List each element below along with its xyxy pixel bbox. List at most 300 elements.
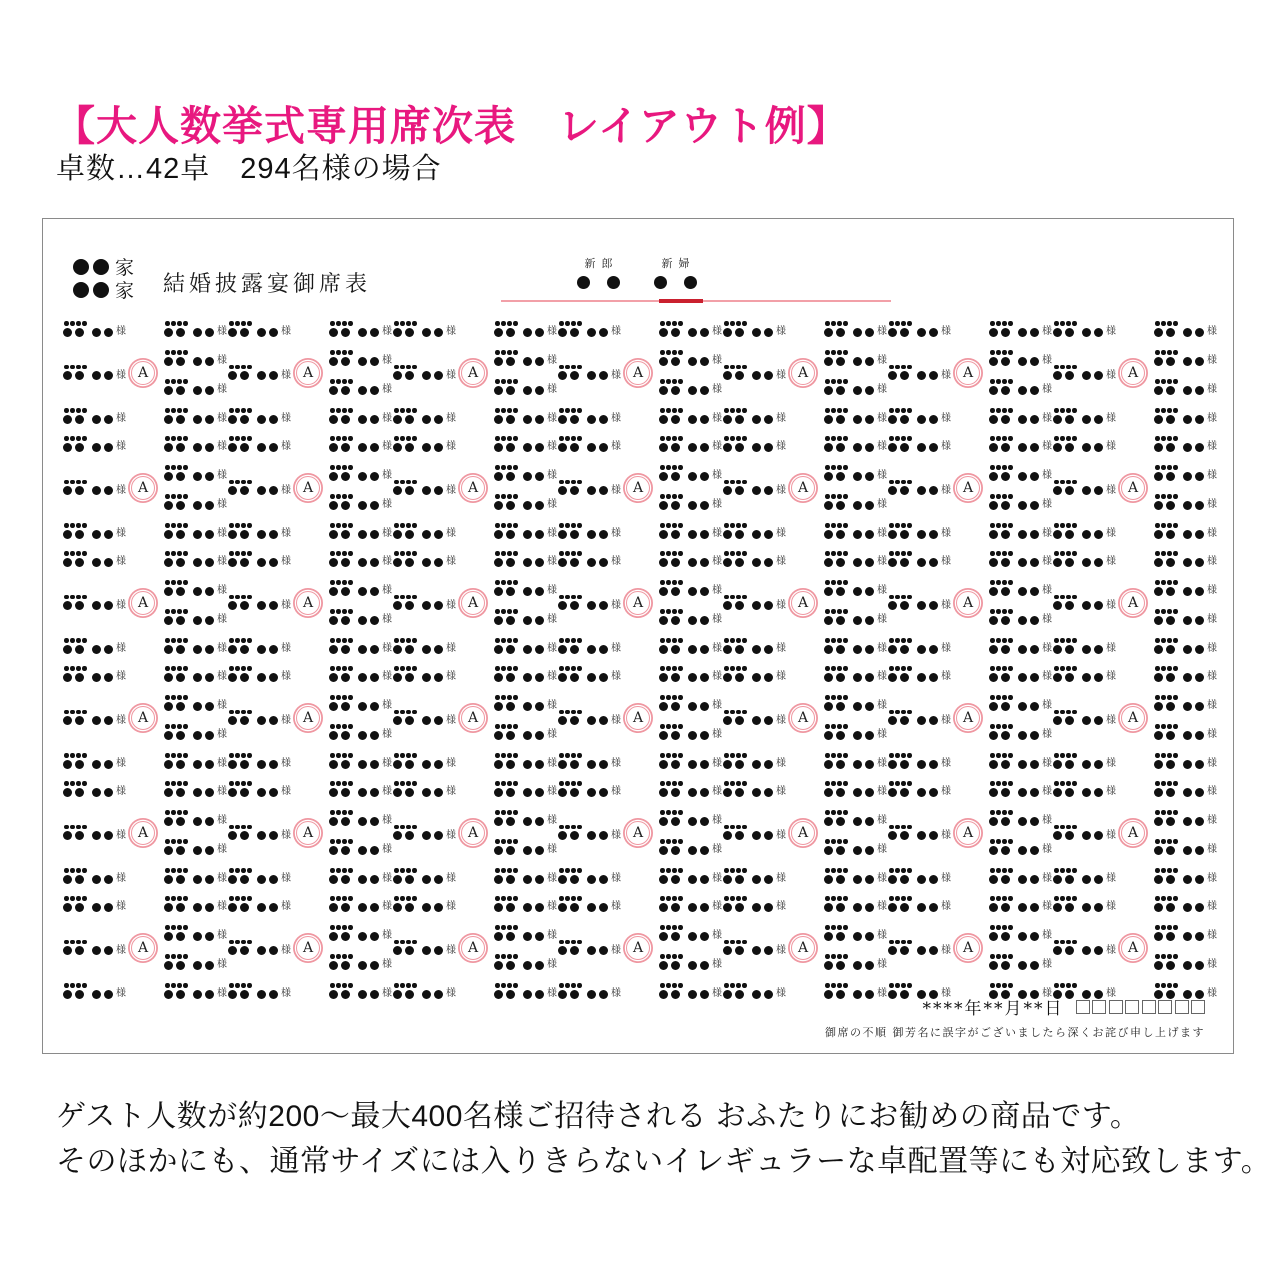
- furigana-dot: [82, 480, 87, 485]
- name-dot: [358, 731, 367, 740]
- table-circle: [956, 591, 980, 615]
- guest-name-row: [329, 759, 392, 769]
- givenname-dots: [1082, 529, 1116, 539]
- surname-dots: [164, 961, 187, 970]
- seat-column-left: [228, 896, 291, 999]
- surname-dots: [558, 946, 581, 955]
- name-dot: [1154, 530, 1163, 539]
- givenname-dots: [1183, 759, 1217, 769]
- furigana-dot: [907, 710, 912, 715]
- name-dot: [92, 831, 101, 840]
- table-circle: [131, 821, 155, 845]
- givenname-dots: [752, 529, 786, 539]
- name-dot: [523, 357, 532, 366]
- furigana-dots: [660, 494, 722, 499]
- surname-dots: [329, 731, 352, 740]
- furigana-dot: [843, 465, 848, 470]
- name-dot: [1001, 760, 1010, 769]
- guest-honorific: 様: [217, 959, 227, 970]
- guest-name-row: [558, 601, 621, 611]
- furigana-dot: [1173, 350, 1178, 355]
- guest-entry: [989, 753, 1052, 769]
- guest-name-row: [164, 500, 227, 510]
- furigana-dot: [171, 781, 176, 786]
- guest-name-row: [1053, 672, 1116, 682]
- furigana-dot: [825, 580, 830, 585]
- givenname-dots: [688, 787, 722, 797]
- table-label: A: [467, 594, 479, 611]
- furigana-dots: [495, 983, 557, 988]
- guest-honorific: 様: [1042, 700, 1052, 711]
- furigana-dot: [507, 321, 512, 326]
- furigana-dot: [1173, 321, 1178, 326]
- furigana-dot: [1072, 781, 1077, 786]
- furigana-dot: [660, 666, 665, 671]
- furigana-dot: [513, 810, 518, 815]
- name-dot: [341, 386, 350, 395]
- name-dot: [723, 415, 732, 424]
- furigana-dot: [1008, 523, 1013, 528]
- furigana-dots: [990, 523, 1052, 528]
- name-dot: [422, 716, 431, 725]
- guest-name-row: [228, 787, 291, 797]
- givenname-dots: [257, 759, 291, 769]
- givenname-dots: [853, 471, 887, 481]
- guest-entry: [888, 940, 951, 956]
- furigana-dots: [660, 753, 722, 758]
- furigana-dots: [330, 954, 392, 959]
- furigana-dot: [1008, 810, 1013, 815]
- furigana-dot: [1173, 839, 1178, 844]
- table-label: A: [1127, 824, 1139, 841]
- furigana-dots: [330, 321, 392, 326]
- name-dot: [824, 616, 833, 625]
- furigana-dot: [165, 810, 170, 815]
- givenname-dots: [523, 845, 557, 855]
- name-dot: [1154, 472, 1163, 481]
- name-dot: [494, 961, 503, 970]
- surname-dots: [723, 328, 746, 337]
- furigana-dot: [825, 925, 830, 930]
- guest-name-row: [228, 989, 291, 999]
- furigana-dot: [1008, 551, 1013, 556]
- name-dot: [1094, 371, 1103, 380]
- name-dot: [688, 357, 697, 366]
- name-dot: [523, 702, 532, 711]
- guest-name-row: [723, 601, 786, 611]
- surname-dots: [1154, 472, 1177, 481]
- seat-column-right: [989, 666, 1052, 769]
- name-dot: [570, 530, 579, 539]
- furigana-dot: [183, 379, 188, 384]
- furigana-dot: [571, 480, 576, 485]
- furigana-dots: [660, 896, 722, 901]
- furigana-dot: [330, 609, 335, 614]
- seat-column-left: [723, 896, 786, 999]
- name-dot: [599, 486, 608, 495]
- guest-entry: [659, 839, 722, 855]
- guest-name-row: [164, 414, 227, 424]
- table-label: A: [962, 364, 974, 381]
- name-dot: [688, 817, 697, 826]
- furigana-dot: [565, 436, 570, 441]
- furigana-dot: [577, 868, 582, 873]
- name-dot: [1154, 357, 1163, 366]
- name-dot: [824, 443, 833, 452]
- table-circle: [956, 361, 980, 385]
- guest-name-row: [329, 500, 392, 510]
- name-dot: [370, 443, 379, 452]
- furigana-dot: [247, 868, 252, 873]
- furigana-dot: [990, 666, 995, 671]
- guest-honorific: 様: [446, 786, 456, 797]
- guest-entry: [494, 724, 557, 740]
- furigana-dot: [171, 954, 176, 959]
- furigana-dot: [235, 408, 240, 413]
- furigana-dot: [247, 408, 252, 413]
- furigana-dot: [1155, 321, 1160, 326]
- givenname-dots: [1018, 730, 1052, 740]
- furigana-dot: [730, 940, 735, 945]
- guest-entry: [659, 580, 722, 596]
- guest-name-row: [888, 414, 951, 424]
- furigana-dots: [1054, 666, 1116, 671]
- guest-honorific: 様: [1207, 499, 1217, 510]
- furigana-dot: [843, 666, 848, 671]
- name-dot: [269, 831, 278, 840]
- furigana-dot: [70, 638, 75, 643]
- givenname-dots: [1018, 902, 1052, 912]
- furigana-dot: [177, 983, 182, 988]
- furigana-dot: [241, 896, 246, 901]
- furigana-dot: [1066, 753, 1071, 758]
- name-dot: [104, 486, 113, 495]
- furigana-dot: [400, 983, 405, 988]
- name-dot: [1166, 702, 1175, 711]
- furigana-dot: [825, 839, 830, 844]
- name-dot: [329, 702, 338, 711]
- surname-dots: [888, 788, 911, 797]
- name-dot: [358, 645, 367, 654]
- furigana-dots: [165, 465, 227, 470]
- name-dot: [535, 472, 544, 481]
- guest-name-row: [494, 759, 557, 769]
- furigana-dot: [724, 753, 729, 758]
- surname-dots: [659, 817, 682, 826]
- guest-name-row: [824, 730, 887, 740]
- surname-dots: [164, 846, 187, 855]
- table-unit: [393, 321, 557, 424]
- givenname-dots: [1183, 414, 1217, 424]
- givenname-dots: [1018, 874, 1052, 884]
- furigana-dot: [82, 551, 87, 556]
- furigana-dot: [171, 868, 176, 873]
- guest-entry: [63, 825, 126, 841]
- furigana-dot: [165, 839, 170, 844]
- surname-dots: [494, 961, 517, 970]
- name-dot: [434, 558, 443, 567]
- furigana-dots: [660, 551, 722, 556]
- furigana-dots: [495, 925, 557, 930]
- furigana-dot: [666, 436, 671, 441]
- surname-dots: [164, 530, 187, 539]
- surname-dots: [659, 587, 682, 596]
- name-dot: [723, 328, 732, 337]
- furigana-dot: [660, 580, 665, 585]
- furigana-dot: [571, 940, 576, 945]
- name-dot: [1030, 415, 1039, 424]
- name-dot: [257, 760, 266, 769]
- furigana-dots: [330, 350, 392, 355]
- furigana-dot: [406, 480, 411, 485]
- givenname-dots: [1183, 327, 1217, 337]
- date-text: ****年**月**日: [922, 999, 1064, 1019]
- furigana-dots: [1054, 983, 1116, 988]
- seat-column-left: [393, 436, 456, 539]
- furigana-dot: [1008, 350, 1013, 355]
- surname-dots: [63, 415, 86, 424]
- name-dot: [523, 817, 532, 826]
- furigana-dot: [660, 609, 665, 614]
- guest-name-row: [723, 557, 786, 567]
- furigana-dot: [901, 940, 906, 945]
- name-box: [1125, 1000, 1139, 1014]
- name-dot: [63, 903, 72, 912]
- guest-honorific: 様: [1106, 643, 1116, 654]
- furigana-dot: [1155, 666, 1160, 671]
- furigana-dot: [1072, 825, 1077, 830]
- guest-honorific: 様: [217, 499, 227, 510]
- name-dot: [104, 831, 113, 840]
- furigana-dot: [1002, 868, 1007, 873]
- furigana-dots: [1054, 753, 1116, 758]
- name-dot: [1195, 932, 1204, 941]
- guest-honorific: 様: [547, 643, 557, 654]
- guest-name-row: [393, 327, 456, 337]
- furigana-dot: [513, 350, 518, 355]
- name-dot: [752, 716, 761, 725]
- guest-honorific: 様: [877, 930, 887, 941]
- guest-honorific: 様: [217, 413, 227, 424]
- guest-honorific: 様: [116, 829, 126, 841]
- furigana-dot: [660, 695, 665, 700]
- guest-honorific: 様: [281, 484, 291, 496]
- furigana-dot: [247, 480, 252, 485]
- givenname-dots: [1183, 730, 1217, 740]
- guest-entry: [888, 896, 951, 912]
- name-dot: [1001, 472, 1010, 481]
- guest-entry: [989, 896, 1052, 912]
- furigana-dots: [724, 710, 786, 715]
- name-dot: [587, 530, 596, 539]
- surname-dots: [723, 443, 746, 452]
- furigana-dot: [70, 365, 75, 370]
- name-dot: [104, 371, 113, 380]
- furigana-dot: [843, 321, 848, 326]
- name-dot: [176, 760, 185, 769]
- name-dot: [370, 472, 379, 481]
- name-dot: [535, 616, 544, 625]
- guest-name-row: [1154, 557, 1217, 567]
- furigana-dots: [495, 896, 557, 901]
- name-dot: [735, 371, 744, 380]
- guest-name-row: [723, 787, 786, 797]
- guest-name-row: [494, 701, 557, 711]
- surname-dots: [558, 875, 581, 884]
- name-dot: [587, 443, 596, 452]
- guest-honorific: 様: [1106, 829, 1116, 841]
- name-dot: [587, 645, 596, 654]
- name-dot: [193, 443, 202, 452]
- name-dot: [700, 788, 709, 797]
- table-circle: [791, 936, 815, 960]
- furigana-dot: [171, 350, 176, 355]
- name-dot: [1030, 817, 1039, 826]
- name-dot: [865, 357, 874, 366]
- name-dot: [752, 875, 761, 884]
- guest-honorific: 様: [611, 326, 621, 337]
- furigana-dot: [1066, 983, 1071, 988]
- furigana-dot: [412, 480, 417, 485]
- name-dot: [1001, 558, 1010, 567]
- givenname-dots: [853, 902, 887, 912]
- name-dot: [888, 788, 897, 797]
- givenname-dots: [853, 730, 887, 740]
- name-dot: [659, 673, 668, 682]
- furigana-dots: [660, 954, 722, 959]
- guest-name-row: [558, 672, 621, 682]
- furigana-dot: [565, 868, 570, 873]
- furigana-dot: [1060, 595, 1065, 600]
- name-dot: [865, 846, 874, 855]
- surname-dots: [228, 760, 251, 769]
- guest-name-row: [824, 816, 887, 826]
- furigana-dot: [70, 480, 75, 485]
- guest-honorific: 様: [1042, 815, 1052, 826]
- furigana-dot: [559, 983, 564, 988]
- guest-entry: [824, 379, 887, 395]
- name-dot: [1065, 530, 1074, 539]
- name-dot: [434, 990, 443, 999]
- name-dot: [1018, 328, 1027, 337]
- surname-dots: [164, 645, 187, 654]
- seat-column-left: [228, 436, 291, 539]
- seat-column-right: [329, 551, 392, 654]
- surname-dots: [659, 616, 682, 625]
- furigana-dots: [990, 609, 1052, 614]
- surname-dots: [888, 673, 911, 682]
- name-dot: [1183, 472, 1192, 481]
- furigana-dot: [64, 436, 69, 441]
- name-dot: [1001, 328, 1010, 337]
- givenname-dots: [1082, 601, 1116, 611]
- name-dot: [506, 558, 515, 567]
- name-dot: [865, 673, 874, 682]
- surname-dots: [494, 616, 517, 625]
- givenname-dots: [422, 557, 456, 567]
- furigana-dot: [330, 551, 335, 556]
- furigana-dots: [1155, 350, 1217, 355]
- furigana-dots: [495, 724, 557, 729]
- name-dot: [1195, 875, 1204, 884]
- guest-entry: [824, 465, 887, 481]
- furigana-dot: [1155, 753, 1160, 758]
- family-name-dot: [73, 259, 89, 275]
- name-dot: [1082, 673, 1091, 682]
- furigana-dots: [990, 810, 1052, 815]
- guest-name-row: [63, 601, 126, 611]
- name-dot: [671, 558, 680, 567]
- guest-name-row: [824, 874, 887, 884]
- guest-name-row: [393, 486, 456, 496]
- name-dot: [824, 817, 833, 826]
- name-dot: [1154, 328, 1163, 337]
- furigana-dot: [990, 321, 995, 326]
- name-dot: [587, 788, 596, 797]
- name-dot: [1018, 961, 1027, 970]
- furigana-dots: [825, 781, 887, 786]
- guest-honorific: 様: [116, 556, 126, 567]
- furigana-dots: [1155, 839, 1217, 844]
- furigana-dot: [996, 954, 1001, 959]
- furigana-dot: [666, 724, 671, 729]
- guest-entry: [63, 436, 126, 452]
- furigana-dot: [1173, 580, 1178, 585]
- furigana-dot: [406, 868, 411, 873]
- name-dot: [1094, 645, 1103, 654]
- furigana-dot: [678, 494, 683, 499]
- furigana-dots: [990, 379, 1052, 384]
- furigana-dot: [64, 666, 69, 671]
- furigana-dots: [825, 609, 887, 614]
- furigana-dot: [672, 408, 677, 413]
- furigana-dot: [342, 379, 347, 384]
- guest-entry: [494, 925, 557, 941]
- furigana-dot: [1008, 695, 1013, 700]
- furigana-dot: [996, 551, 1001, 556]
- guest-name-row: [989, 385, 1052, 395]
- furigana-dot: [1008, 753, 1013, 758]
- guest-honorific: 様: [1106, 528, 1116, 539]
- guest-name-row: [494, 672, 557, 682]
- name-dot: [341, 472, 350, 481]
- name-dot: [193, 530, 202, 539]
- name-dot: [1053, 443, 1062, 452]
- name-dot: [1030, 530, 1039, 539]
- seat-column-right: [989, 551, 1052, 654]
- name-dot: [929, 443, 938, 452]
- furigana-dot: [1167, 638, 1172, 643]
- furigana-dot: [1155, 781, 1160, 786]
- name-dot: [269, 645, 278, 654]
- name-dot: [1183, 673, 1192, 682]
- guest-entry: [888, 753, 951, 769]
- name-box: [1076, 1000, 1090, 1014]
- name-dot: [506, 415, 515, 424]
- name-dot: [865, 702, 874, 711]
- guest-honorific: 様: [1042, 643, 1052, 654]
- guest-entry: [659, 379, 722, 395]
- surname-dots: [659, 731, 682, 740]
- furigana-dot: [730, 868, 735, 873]
- name-dot: [494, 932, 503, 941]
- guest-honorific: 様: [1042, 556, 1052, 567]
- furigana-dot: [82, 940, 87, 945]
- guest-name-row: [63, 529, 126, 539]
- furigana-dot: [70, 983, 75, 988]
- givenname-dots: [358, 356, 392, 366]
- name-dot: [92, 788, 101, 797]
